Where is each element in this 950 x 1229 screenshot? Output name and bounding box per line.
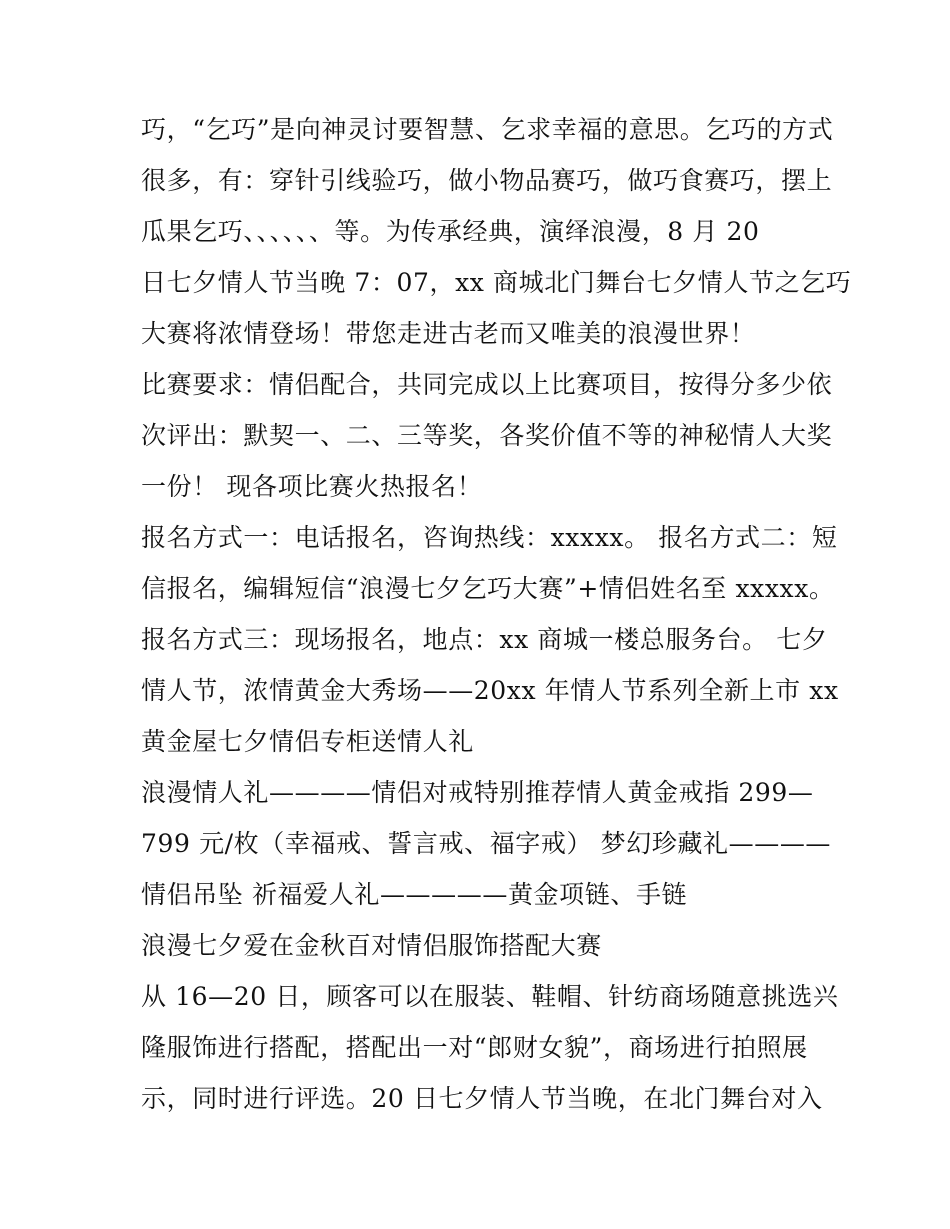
text-line: 次评出：默契一、二、三等奖，各奖价值不等的神秘情人大奖: [141, 421, 833, 450]
text-line: 一份！ 现各项比赛火热报名！: [141, 472, 483, 501]
text-line: 很多，有：穿针引线验巧，做小物品赛巧，做巧食赛巧，摆上: [141, 166, 833, 195]
text-line: 示，同时进行评选。20 日七夕情人节当晚，在北门舞台对入: [141, 1084, 823, 1113]
text-line: 瓜果乞巧、、、、、、等。为传承经典，演绎浪漫，8 月 20: [141, 217, 760, 246]
text-line: 日七夕情人节当晚 7：07，xx 商城北门舞台七夕情人节之乞巧: [141, 268, 852, 297]
text-line: 比赛要求：情侣配合，共同完成以上比赛项目，按得分多少依: [141, 370, 833, 399]
text-line: 报名方式三：现场报名，地点：xx 商城一楼总服务台。 七夕: [141, 625, 828, 654]
text-line: 浪漫七夕爱在金秋百对情侣服饰搭配大赛: [141, 931, 602, 960]
text-line: 报名方式一：电话报名，咨询热线：xxxxx。 报名方式二：短: [141, 523, 838, 552]
text-line: 浪漫情人礼————情侣对戒特别推荐情人黄金戒指 299—: [141, 778, 814, 807]
text-line: 情人节，浓情黄金大秀场——20xx 年情人节系列全新上市 xx: [141, 676, 839, 705]
text-line: 黄金屋七夕情侣专柜送情人礼: [141, 727, 474, 756]
text-line: 799 元/枚（幸福戒、誓言戒、福字戒） 梦幻珍藏礼————: [141, 829, 832, 858]
text-line: 信报名，编辑短信“浪漫七夕乞巧大赛”+情侣姓名至 xxxxx。: [141, 574, 835, 603]
text-line: 巧，“乞巧”是向神灵讨要智慧、乞求幸福的意思。乞巧的方式: [141, 115, 834, 144]
text-line: 从 16—20 日，顾客可以在服装、鞋帽、针纺商场随意挑选兴: [141, 982, 839, 1011]
text-line: 情侣吊坠 祈福爱人礼—————黄金项链、手链: [141, 880, 688, 909]
document-body: [141, 104, 852, 1124]
text-line: 大赛将浓情登场！带您走进古老而又唯美的浪漫世界！: [141, 319, 756, 348]
text-line: 隆服饰进行搭配，搭配出一对“郎财女貌”，商场进行拍照展: [141, 1033, 808, 1062]
